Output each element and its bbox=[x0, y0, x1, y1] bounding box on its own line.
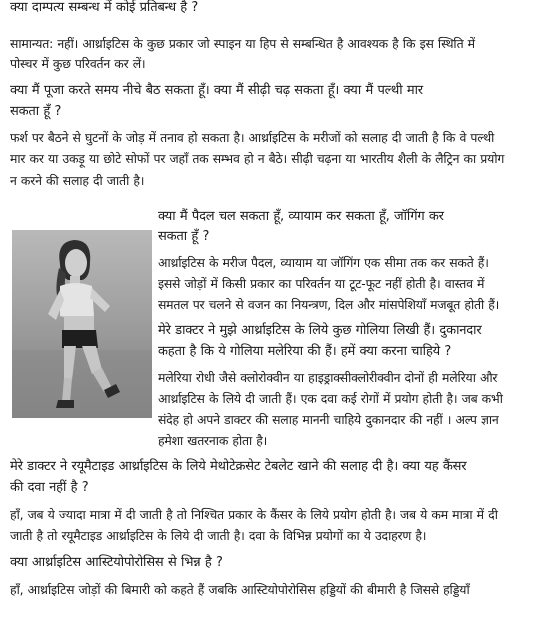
answer-methotrexate-line-2: जाती है तो रयूमैटाइड आर्थ्राइटिस के लिये दी जाती है। दवा के विभिन्न प्रयोगों का ये उदाहरण है। bbox=[10, 528, 427, 543]
question-sitting-line-2: सकता हूँ ? bbox=[10, 104, 62, 119]
question-walking-line-2: सकता हूँ ? bbox=[158, 229, 210, 244]
answer-walking-line-3: समतल पर चलने से वजन का नियन्त्रण, दिल और मांसपेशियाँ मजबूत होती हैं। bbox=[158, 297, 500, 312]
answer-methotrexate-line-1: हाँ, जब ये ज्यादा मात्रा में दी जाती है तो निश्चित प्रकार के कैंसर के लिये प्रयोग होती है। जब ये कम मात्रा में दी bbox=[10, 507, 498, 522]
jogging-woman-photo bbox=[12, 230, 152, 418]
question-marital-restrictions: क्या दाम्पत्य सम्बन्ध में कोई प्रतिबन्ध है ? bbox=[10, 0, 199, 15]
question-tablets-line-2: कहता है कि ये गोलिया मलेरिया की हैं। हमें क्या करना चाहिये ? bbox=[158, 344, 452, 359]
answer-sitting-line-2: मार कर या उकड़ू या छोटे सोफों पर जहाँ तक सम्भव हो न बैठे। सीढ़ी चढ़ना या भारतीय शैली के लैट्रिन का प्रयोग bbox=[10, 151, 505, 166]
question-methotrexate-line-2: की दवा नहीं है ? bbox=[10, 480, 89, 495]
answer-tablets-line-1: मलेरिया रोधी जैसे क्लोरोक्वीन या हाइड्राक्सीक्लोरीक्वीन दोनों ही मलेरिया और bbox=[158, 370, 498, 385]
question-sitting-line-1: क्या मैं पूजा करते समय नीचे बैठ सकता हूँ। क्या मैं सीढ़ी चढ़ सकता हूँ। क्या मैं पल्थी मार bbox=[10, 83, 423, 98]
answer-tablets-line-4: हमेशा खतरनाक होता है। bbox=[158, 433, 268, 448]
answer-marital-line-2: पोस्चर में कुछ परिवर्तन कर लें। bbox=[10, 56, 146, 71]
answer-marital-line-1: सामान्यत: नहीं। आर्थ्राइटिस के कुछ प्रकार जो स्पाइन या हिप से सम्बन्धित है आवश्यक है कि इस स्थिति में bbox=[10, 36, 475, 51]
question-walking-line-1: क्या मैं पैदल चल सकता हूँ, व्यायाम कर सकता हूँ, जॉगिंग कर bbox=[158, 209, 444, 224]
question-methotrexate-line-1: मेरे डाक्टर ने रयूमैटाइड आर्थ्राइटिस के लिये मेथोटेक्रसेट टेबलेट खाने की सलाह दी है। क्या यह कैंसर bbox=[10, 459, 467, 474]
answer-sitting-line-3: न करने की सलाह दी जाती है। bbox=[10, 173, 145, 188]
answer-osteoporosis-line-1: हाँ, आर्थ्राइटिस जोड़ों की बिमारी को कहते हैं जबकि आस्टियोपोरोसिस हड्डियों की बीमारी है जिससे हड्डियाँ bbox=[10, 582, 470, 597]
jogging-woman-image bbox=[12, 230, 152, 418]
answer-walking-line-1: आर्थ्राइटिस के मरीज पैदल, व्यायाम या जॉगिंग एक सीमा तक कर सकते हैं। bbox=[158, 255, 489, 270]
question-osteoporosis: क्या आर्थ्राइटिस आस्टियोपोरोसिस से भिन्न है ? bbox=[10, 555, 223, 570]
answer-sitting-line-1: फर्श पर बैठने से घुटनों के जोड़ में तनाव हो सकता है। आर्थ्राइटिस के मरीजों को सलाह दी जाती है कि वे पल्थी bbox=[10, 130, 495, 145]
question-tablets-line-1: मेरे डाक्टर ने मुझे आर्थ्राइटिस के लिये कुछ गोलिया लिखी हैं। दुकानदार bbox=[158, 323, 482, 338]
answer-tablets-line-3: संदेह हो अपने डाक्टर की सलाह माननी चाहिये दुकानदार की नहीं । अल्प ज्ञान bbox=[158, 412, 499, 427]
answer-tablets-line-2: आर्थ्राइटिस के लिये दी जाती हैं। एक दवा कई रोगों में प्रयोग होती है। जब कभी bbox=[158, 391, 503, 406]
answer-walking-line-2: इससे जोड़ों में किसी प्रकार का परिवर्तन या टूट-फूट नहीं होती है। वास्तव में bbox=[158, 276, 485, 291]
